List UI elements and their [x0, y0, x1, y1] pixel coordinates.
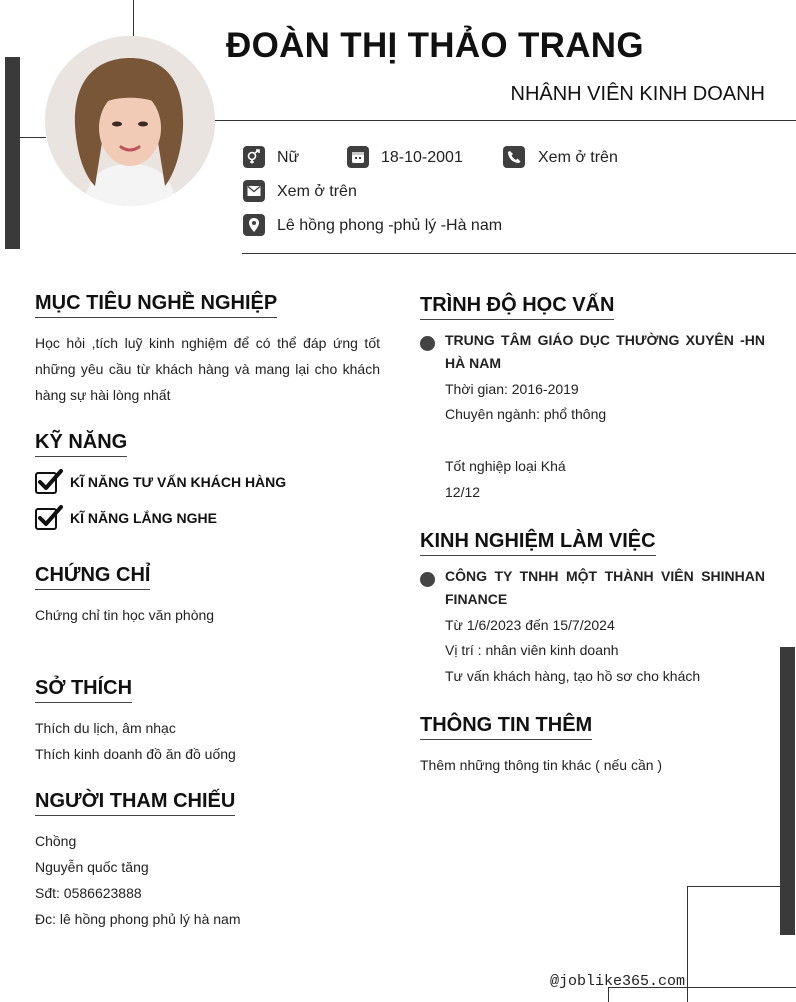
experience-role: Vị trí : nhân viên kinh doanh [445, 642, 619, 658]
bullet-dot [420, 336, 435, 351]
experience-title: KINH NGHIỆM LÀM VIỆC [420, 530, 656, 556]
education-level: 12/12 [445, 484, 481, 500]
hobby-item: Thích du lịch, âm nhạc [35, 720, 176, 736]
phone-value: Xem ở trên [538, 149, 618, 166]
address-value: Lê hồng phong -phủ lý -Hà nam [277, 217, 503, 234]
education-school: TRUNG TÂM GIÁO DỤC THƯỜNG XUYÊN -HN HÀ NAM [445, 332, 765, 371]
certificates-title: CHỨNG CHỈ [35, 564, 150, 590]
experience-duties: Tư vấn khách hàng, tạo hồ sơ cho khách [445, 668, 701, 684]
checkbox-checked-icon [35, 469, 63, 495]
references-title: NGƯỜI THAM CHIẾU [35, 790, 235, 816]
top-vertical-line [133, 0, 134, 36]
left-accent-bar [5, 57, 20, 249]
additional-text: Thêm những thông tin khác ( nếu cần ) [420, 757, 663, 773]
corner-line-h1 [687, 886, 780, 887]
gender-icon [243, 146, 265, 168]
skill-item: KĨ NĂNG TƯ VẤN KHÁCH HÀNG [70, 474, 287, 490]
corner-line-v1 [687, 886, 688, 1002]
education-time: Thời gian: 2016-2019 [445, 381, 579, 397]
location-icon [243, 214, 265, 236]
bullet-dot [420, 572, 435, 587]
candidate-name: ĐOÀN THỊ THẢO TRANG [226, 26, 644, 65]
skills-title: KỸ NĂNG [35, 431, 127, 457]
objective-title: MỤC TIÊU NGHỀ NGHIỆP [35, 292, 277, 318]
contact-divider [242, 253, 796, 254]
calendar-icon [347, 146, 369, 168]
experience-company: CÔNG TY TNHH MỘT THÀNH VIÊN SHINHAN FINANCE [445, 568, 765, 607]
hobbies-title: SỞ THÍCH [35, 677, 132, 703]
checkbox-checked-icon [35, 505, 63, 531]
reference-line: Chồng [35, 833, 77, 849]
email-value: Xem ở trên [277, 183, 357, 200]
photo-side-line [20, 137, 46, 138]
objective-text: Học hỏi ,tích luỹ kinh nghiệm để có thể đáp ứng tốt những yêu cầu từ khách hàng và mang lại cho khách hàng sự hài lòng nhất [35, 335, 380, 403]
additional-title: THÔNG TIN THÊM [420, 714, 592, 740]
gender-value: Nữ [277, 149, 300, 166]
avatar [45, 36, 215, 206]
education-title: TRÌNH ĐỘ HỌC VẤN [420, 294, 614, 320]
education-grade: Tốt nghiệp loại Khá [445, 458, 566, 474]
experience-period: Từ 1/6/2023 đến 15/7/2024 [445, 617, 615, 633]
reference-line: Sđt: 0586623888 [35, 885, 142, 901]
right-accent-bar [780, 647, 795, 935]
header-divider [215, 120, 796, 121]
reference-line: Đc: lê hồng phong phủ lý hà nam [35, 911, 241, 927]
skill-item: KĨ NĂNG LẮNG NGHE [70, 510, 217, 526]
watermark-text: @joblike365.com [550, 973, 686, 990]
certificates-text: Chứng chỉ tin học văn phòng [35, 607, 215, 623]
hobby-item: Thích kinh doanh đồ ăn đồ uống [35, 746, 236, 762]
education-major: Chuyên ngành: phổ thông [445, 406, 607, 422]
email-icon [243, 180, 265, 202]
job-position: NHÂNH VIÊN KINH DOANH [510, 83, 765, 105]
phone-icon [503, 146, 525, 168]
reference-line: Nguyễn quốc tăng [35, 859, 149, 875]
dob-value: 18-10-2001 [381, 149, 463, 166]
